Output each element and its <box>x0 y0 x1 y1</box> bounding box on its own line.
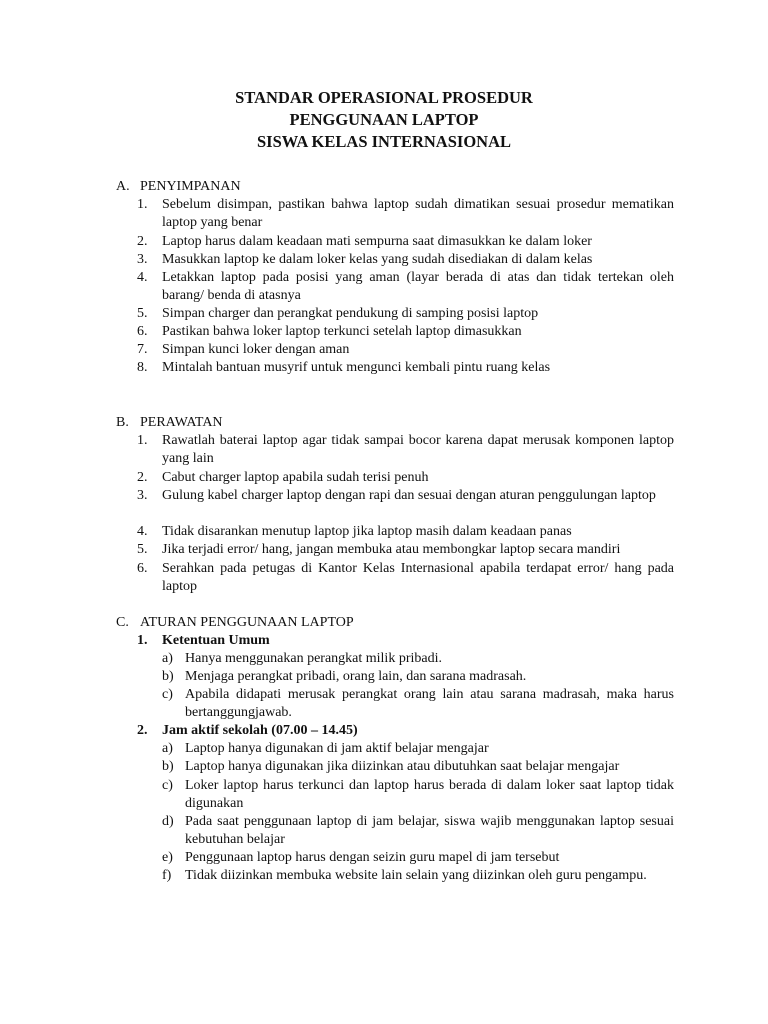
item-letter: a) <box>162 651 173 666</box>
item-text: Simpan charger dan perangkat pendukung di samping posisi laptop <box>162 306 539 321</box>
item-text: Hanya menggunakan perangkat milik pribadi. <box>185 651 442 666</box>
list-item <box>162 758 674 776</box>
item-number: 3. <box>137 488 148 503</box>
item-text: Menjaga perangkat pribadi, orang lain, dan sarana madrasah. <box>185 669 527 684</box>
subsection-number: 1. <box>137 633 148 648</box>
section-c-letter: C. <box>116 615 129 630</box>
item-text: Loker laptop harus terkunci dan laptop harus berada di dalam loker saat laptop tidak digunakan <box>185 778 674 811</box>
item-number: 1. <box>137 433 148 448</box>
item-text: Laptop hanya digunakan di jam aktif belajar mengajar <box>185 741 489 756</box>
item-letter: d) <box>162 814 174 829</box>
item-number: 6. <box>137 324 148 339</box>
item-text: Sebelum disimpan, pastikan bahwa laptop sudah dimatikan sesuai prosedur mematikan laptop yang benar <box>162 197 674 230</box>
section-c-title: ATURAN PENGGUNAAN LAPTOP <box>140 615 354 630</box>
item-number: 5. <box>137 306 148 321</box>
title-line-1: STANDAR OPERASIONAL PROSEDUR <box>235 88 533 107</box>
item-number: 7. <box>137 342 148 357</box>
item-number: 4. <box>137 524 148 539</box>
list-item <box>162 740 674 758</box>
item-letter: c) <box>162 778 173 793</box>
list-item <box>137 432 674 468</box>
item-letter: a) <box>162 741 173 756</box>
item-text: Masukkan laptop ke dalam loker kelas yang sudah disediakan di dalam kelas <box>162 252 593 267</box>
item-text: Pada saat penggunaan laptop di jam belajar, siswa wajib menggunakan laptop sesuai kebutuhan belajar <box>185 814 674 847</box>
item-text: Laptop harus dalam keadaan mati sempurna saat dimasukkan ke dalam loker <box>162 234 592 249</box>
item-number: 8. <box>137 360 148 375</box>
list-item <box>137 251 674 269</box>
section-a-letter: A. <box>116 179 130 194</box>
item-letter: b) <box>162 669 174 684</box>
list-item <box>162 668 674 686</box>
section-c-heading <box>116 614 354 632</box>
item-text: Cabut charger laptop apabila sudah terisi penuh <box>162 470 429 485</box>
subsection-number: 2. <box>137 723 148 738</box>
subsection-title: Ketentuan Umum <box>162 633 270 648</box>
item-text: Serahkan pada petugas di Kantor Kelas Internasional apabila terdapat error/ hang pada laptop <box>162 561 674 594</box>
list-item <box>137 359 674 377</box>
section-b-letter: B. <box>116 415 129 430</box>
section-a-heading <box>116 178 241 196</box>
item-text: Pastikan bahwa loker laptop terkunci setelah laptop dimasukkan <box>162 324 522 339</box>
item-text: Gulung kabel charger laptop dengan rapi dan sesuai dengan aturan penggulungan laptop <box>162 488 656 503</box>
list-item <box>137 560 674 596</box>
title-line-3: SISWA KELAS INTERNASIONAL <box>256 132 511 151</box>
item-number: 2. <box>137 470 148 485</box>
subsection-2-heading <box>137 722 358 740</box>
list-item <box>137 233 674 251</box>
item-text: Mintalah bantuan musyrif untuk mengunci kembali pintu ruang kelas <box>162 360 551 375</box>
section-b-heading <box>116 414 223 432</box>
item-text: Tidak disarankan menutup laptop jika laptop masih dalam keadaan panas <box>162 524 572 539</box>
list-item <box>137 269 674 305</box>
list-item <box>162 650 674 668</box>
list-item <box>137 323 674 341</box>
list-item <box>137 523 674 541</box>
item-text: Tidak diizinkan membuka website lain selain yang diizinkan oleh guru pengampu. <box>185 868 647 883</box>
subsection-title: Jam aktif sekolah (07.00 – 14.45) <box>162 723 358 738</box>
list-item <box>162 777 674 813</box>
item-text: Letakkan laptop pada posisi yang aman (layar berada di atas dan tidak tertekan oleh barang/ benda di atasnya <box>162 270 674 303</box>
list-item <box>137 487 674 505</box>
list-item <box>162 813 674 849</box>
item-number: 5. <box>137 542 148 557</box>
item-number: 3. <box>137 252 148 267</box>
title-line-2: PENGGUNAAN LAPTOP <box>289 110 479 129</box>
item-text: Simpan kunci loker dengan aman <box>162 342 350 357</box>
list-item <box>137 341 674 359</box>
item-number: 6. <box>137 561 148 576</box>
item-number: 1. <box>137 197 148 212</box>
item-letter: e) <box>162 850 173 865</box>
section-a-title: PENYIMPANAN <box>140 179 241 194</box>
item-text: Rawatlah baterai laptop agar tidak sampai bocor karena dapat merusak komponen laptop yang lain <box>162 433 674 466</box>
item-number: 2. <box>137 234 148 249</box>
subsection-1-heading <box>137 632 270 650</box>
list-item <box>162 849 674 867</box>
list-item <box>137 469 674 487</box>
item-text: Jika terjadi error/ hang, jangan membuka atau membongkar laptop secara mandiri <box>162 542 621 557</box>
item-letter: b) <box>162 759 174 774</box>
section-b-title: PERAWATAN <box>140 415 223 430</box>
item-text: Laptop hanya digunakan jika diizinkan atau dibutuhkan saat belajar mengajar <box>185 759 620 774</box>
item-text: Penggunaan laptop harus dengan seizin guru mapel di jam tersebut <box>185 850 560 865</box>
item-number: 4. <box>137 270 148 285</box>
item-letter: f) <box>162 868 172 883</box>
item-text: Apabila didapati merusak perangkat orang lain atau sarana madrasah, maka harus bertanggungjawab. <box>185 687 674 720</box>
list-item <box>137 305 674 323</box>
list-item <box>162 867 674 885</box>
list-item <box>137 196 674 232</box>
item-letter: c) <box>162 687 173 702</box>
list-item <box>162 686 674 722</box>
list-item <box>137 541 674 559</box>
